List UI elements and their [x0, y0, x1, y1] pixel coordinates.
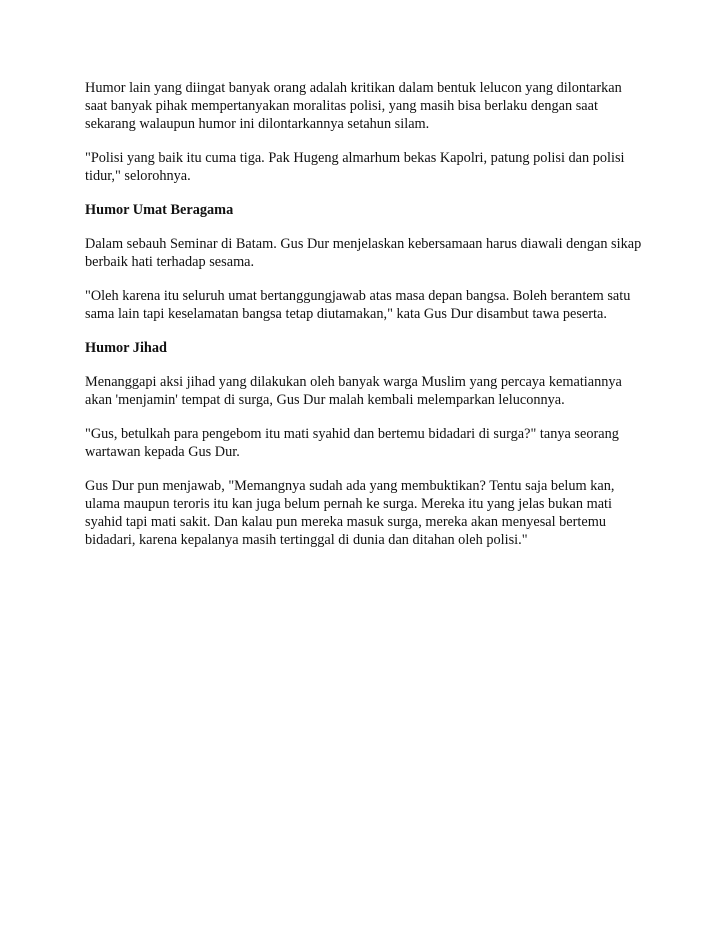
document-body [85, 79, 655, 565]
quote-jawaban-gus-dur: Gus Dur pun menjawab, "Memangnya sudah ada yang membuktikan? Tentu saja belum kan, ulama maupun teroris itu kan juga belum pernah ke surga. Mereka itu yang jelas bukan mati syahid tapi mati sakit. Dan kalau pun mereka masuk surga, mereka akan menyesal bertemu bidadari, karena kepalanya masih tertinggal di dunia dan ditahan oleh polisi." [85, 478, 615, 548]
heading-humor-umat-beragama: Humor Umat Beragama [85, 202, 234, 218]
quote-polisi: "Polisi yang baik itu cuma tiga. Pak Hugeng almarhum bekas Kapolri, patung polisi dan polisi tidur," selorohnya. [85, 150, 625, 184]
paragraph-humor-kritikan: Humor lain yang diingat banyak orang adalah kritikan dalam bentuk lelucon yang dilontarkan saat banyak pihak mempertanyakan moralitas polisi, yang masih bisa berlaku dengan saat sekarang walaupun humor ini dilontarkannya setahun silam. [85, 80, 622, 132]
paragraph-aksi-jihad: Menanggapi aksi jihad yang dilakukan oleh banyak warga Muslim yang percaya kematiannya akan 'menjamin' tempat di surga, Gus Dur malah kembali melemparkan leluconnya. [85, 374, 622, 408]
quote-keselamatan-bangsa: "Oleh karena itu seluruh umat bertanggungjawab atas masa depan bangsa. Boleh berantem satu sama lain tapi keselamatan bangsa tetap diutamakan," kata Gus Dur disambut tawa peserta. [85, 288, 631, 322]
paragraph-seminar-batam: Dalam sebauh Seminar di Batam. Gus Dur menjelaskan kebersamaan harus diawali dengan sikap berbaik hati terhadap sesama. [85, 236, 642, 270]
quote-wartawan: "Gus, betulkah para pengebom itu mati syahid dan bertemu bidadari di surga?" tanya seorang wartawan kepada Gus Dur. [85, 426, 619, 460]
heading-humor-jihad: Humor Jihad [85, 340, 167, 356]
